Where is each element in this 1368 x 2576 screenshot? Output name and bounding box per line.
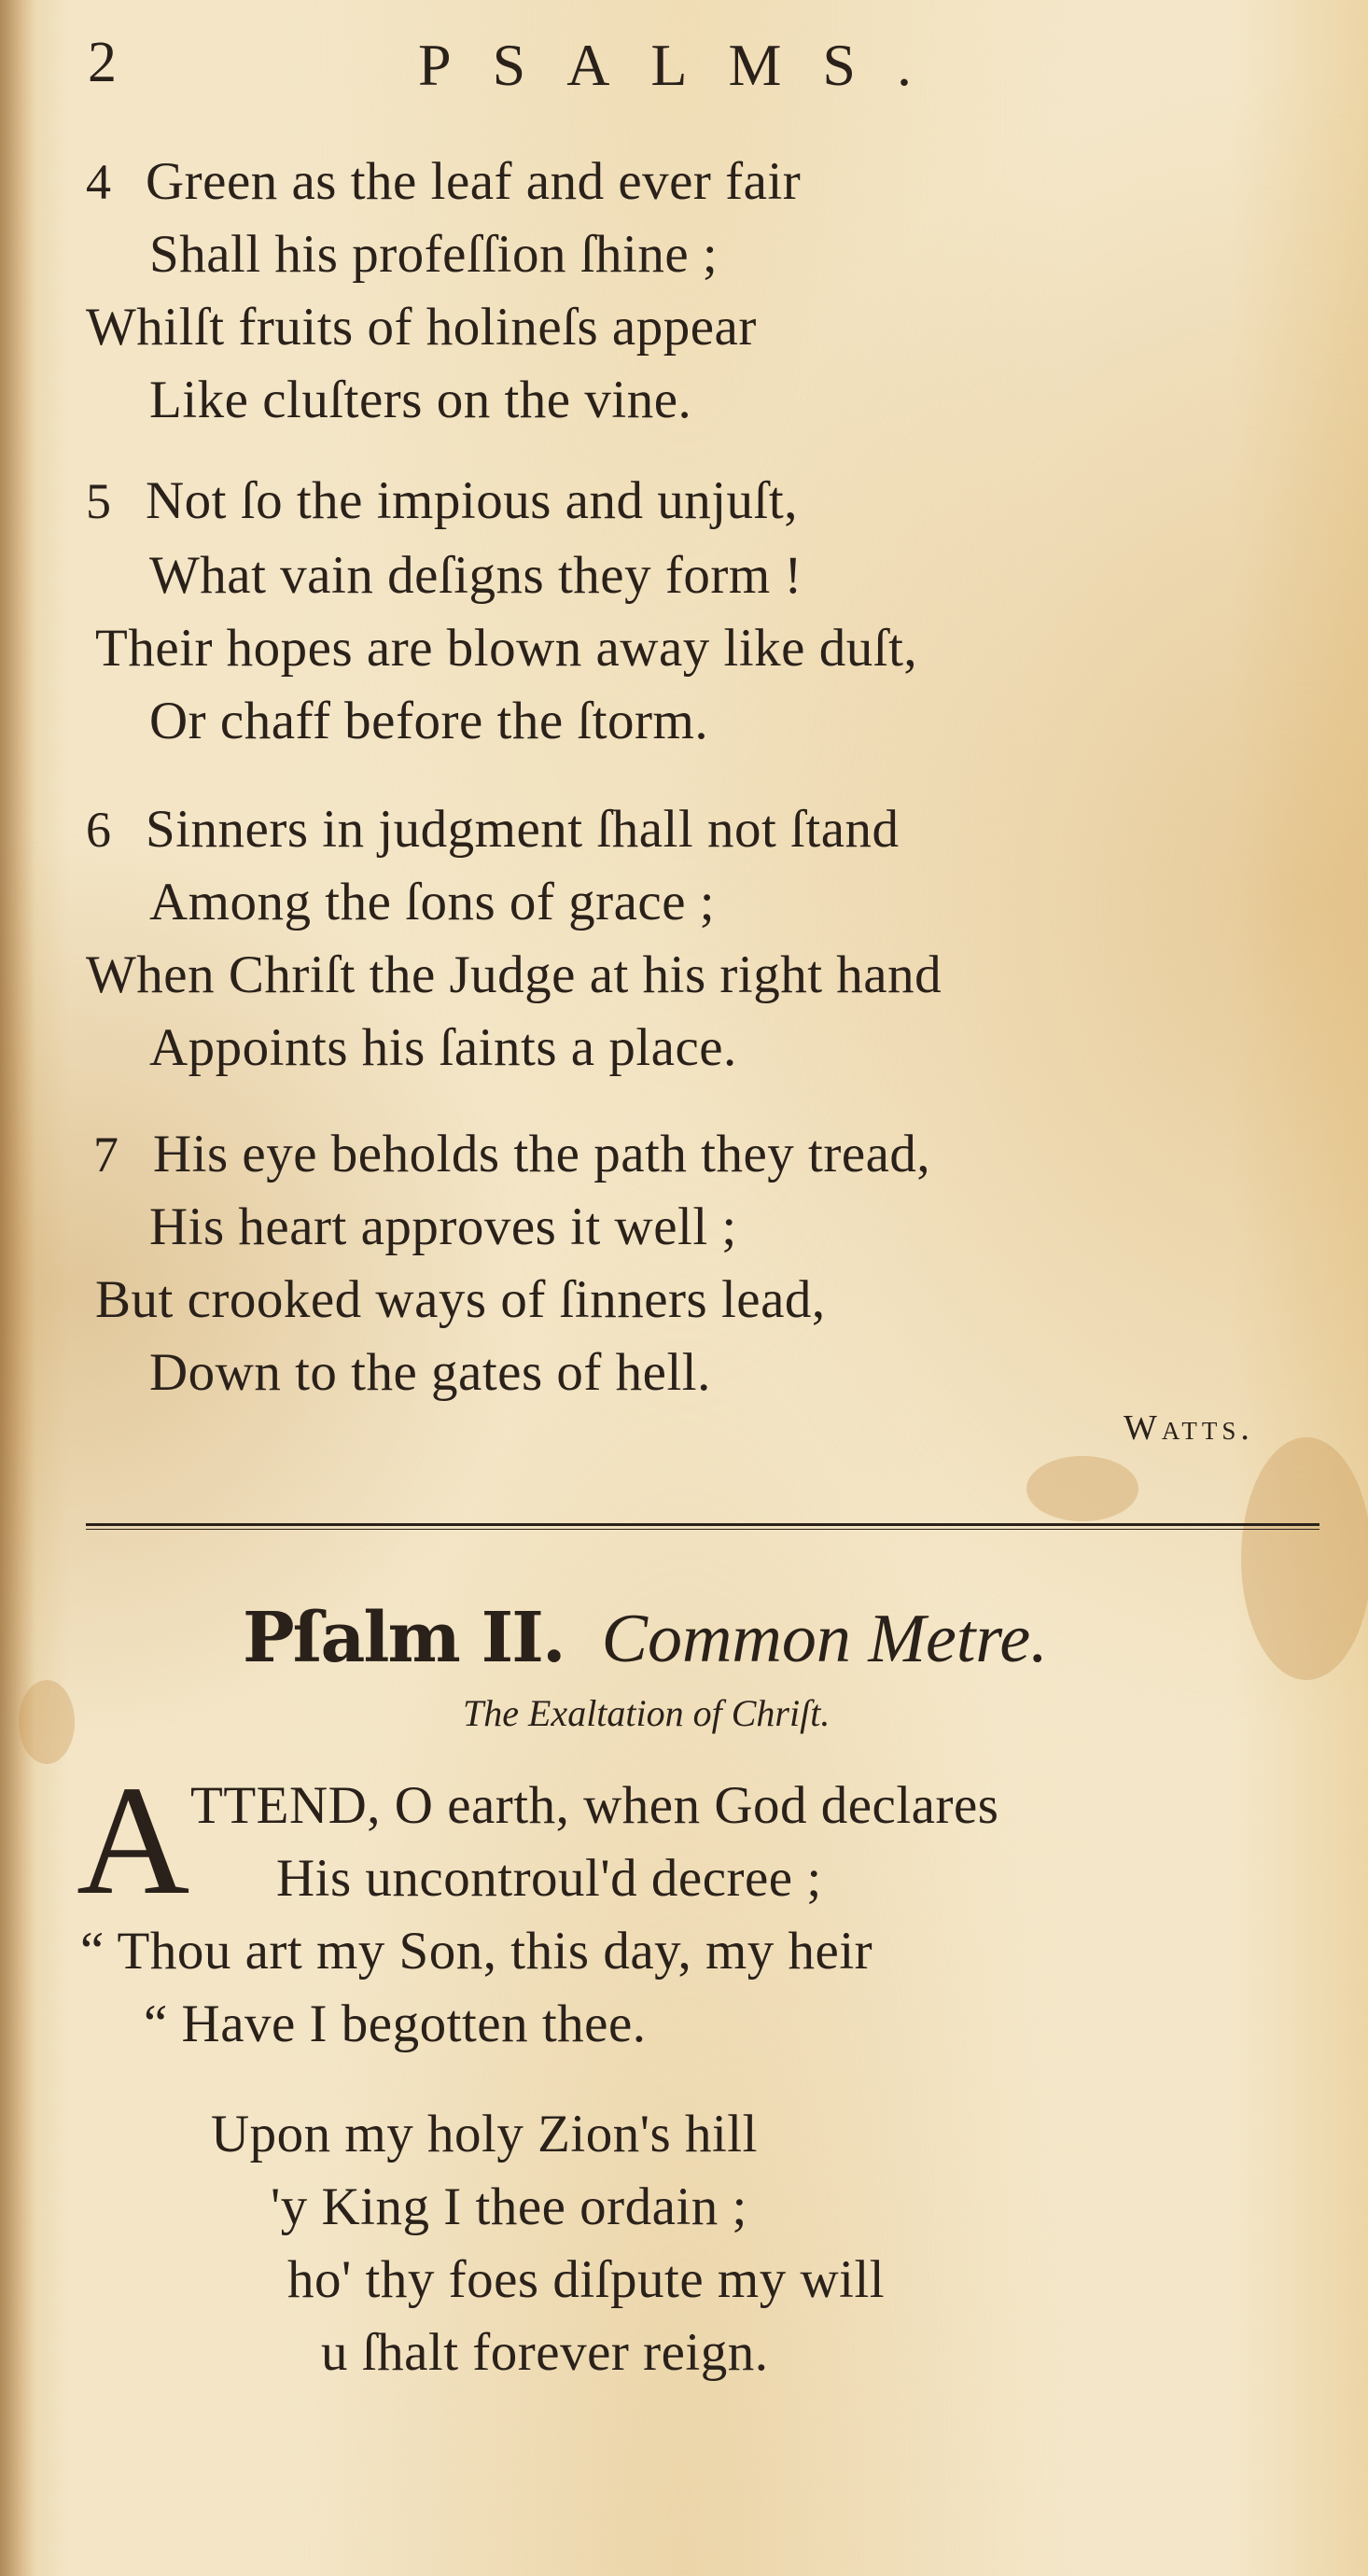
stanza-number: 7 — [93, 1127, 119, 1183]
verse-line: TTEND, O earth, when God declares — [190, 1776, 999, 1835]
psalm-heading — [243, 1598, 1048, 1678]
section-divider — [86, 1523, 1319, 1530]
verse-line: Whilſt fruits of holineſs appear — [86, 298, 757, 357]
verse-line: When Chriſt the Judge at his right hand — [86, 945, 942, 1004]
verse-line: 6 Sinners in judgment ſhall not ſtand — [86, 800, 900, 859]
verse-line: What vain deſigns they form ! — [149, 546, 803, 605]
verse-line: “ Thou art my Son, this day, my heir — [80, 1922, 873, 1981]
verse-line: u ſhalt forever reign. — [321, 2323, 769, 2382]
attribution: Watts. — [1124, 1408, 1254, 1448]
verse-line: Or chaff before the ſtorm. — [149, 692, 709, 750]
verse-line: Like cluſters on the vine. — [149, 371, 692, 429]
verse-line: 5 Not ſo the impious and unjuſt, — [86, 471, 798, 530]
verse-line: Down to the gates of hell. — [149, 1343, 711, 1402]
verse-line: Shall his profeſſion ſhine ; — [149, 225, 719, 284]
verse-line: 7 His eye beholds the path they tread, — [93, 1125, 931, 1183]
foxing-stain — [1241, 1437, 1368, 1680]
page-number: 2 — [88, 31, 117, 94]
verse-line: His heart approves it well ; — [149, 1197, 737, 1256]
verse-line: Among the ſons of grace ; — [149, 873, 716, 931]
foxing-stain — [1026, 1456, 1138, 1521]
drop-cap: A — [77, 1754, 190, 1927]
stanza-number: 4 — [86, 154, 112, 210]
verse-line: Appoints his ſaints a place. — [149, 1018, 737, 1077]
page-header — [0, 26, 1368, 101]
running-head: PSALMS. — [418, 32, 953, 98]
verse-line: “ Have I begotten thee. — [144, 1995, 647, 2053]
verse-line: But crooked ways of ſinners lead, — [95, 1270, 826, 1329]
psalm-subtitle: The Exaltation of Chriſt. — [463, 1692, 831, 1734]
page-gutter-shadow — [0, 0, 35, 2576]
foxing-stain — [19, 1680, 75, 1764]
psalm-title: Pſalm II. — [243, 1598, 565, 1678]
verse-line: 4 Green as the leaf and ever fair — [86, 152, 802, 211]
stanza-number: 5 — [86, 473, 112, 529]
psalm-metre: Common Metre. — [601, 1601, 1048, 1677]
stanza-number: 6 — [86, 802, 112, 858]
verse-line: Upon my holy Zion's hill — [211, 2105, 758, 2163]
verse-line: ho' thy foes diſpute my will — [287, 2250, 886, 2309]
verse-line: His uncontroul'd decree ; — [276, 1849, 822, 1908]
verse-line: Their hopes are blown away like duſt, — [95, 619, 918, 678]
verse-line: 'y King I thee ordain ; — [271, 2177, 747, 2236]
